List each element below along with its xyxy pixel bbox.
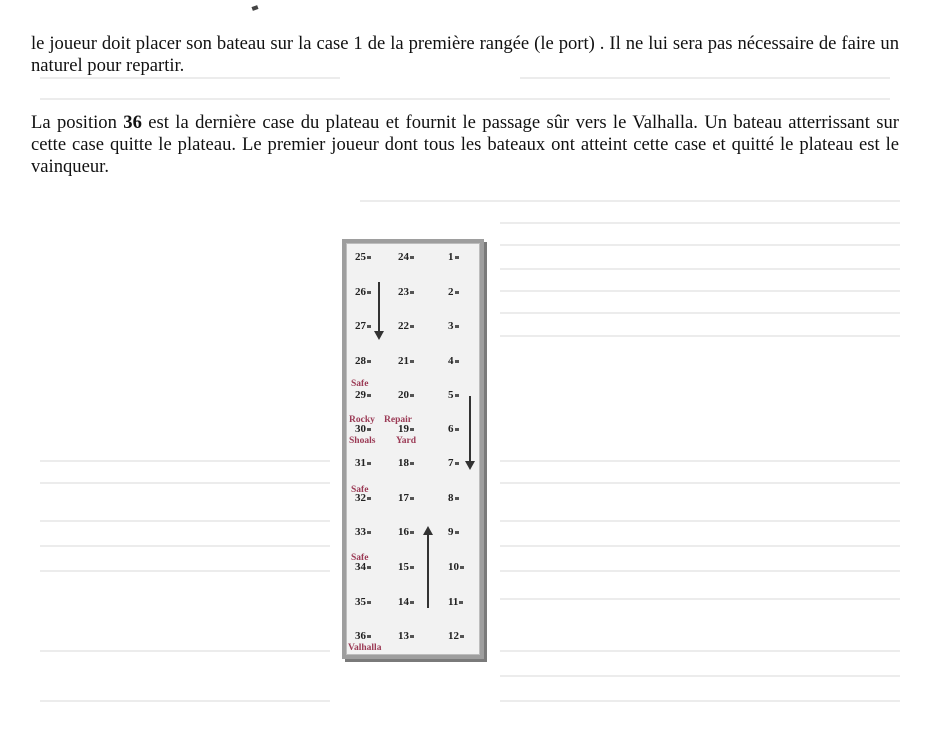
board-cell-25: [355, 251, 371, 263]
board-cell-number: 13: [398, 630, 409, 642]
bleed-through-line: [500, 570, 900, 572]
paragraph-port-rule: le joueur doit placer son bateau sur la case 1 de la première rangée (le port) . Il ne lui sera pas nécessaire de faire un naturel pour repartir.: [31, 33, 899, 76]
cell-marker: [367, 291, 371, 294]
bleed-through-line: [40, 570, 330, 572]
cell-marker: [455, 428, 459, 431]
bleed-through-line: [500, 460, 900, 462]
cell-marker: [410, 566, 414, 569]
board-cell-6: [448, 423, 459, 435]
position-number: 36: [123, 112, 142, 133]
board-cell-number: 12: [448, 630, 459, 642]
label-valhalla: Valhalla: [348, 643, 382, 653]
bleed-through-line: [520, 77, 890, 79]
cell-marker: [410, 394, 414, 397]
cell-marker: [367, 531, 371, 534]
bleed-through-line: [40, 77, 340, 79]
arrow-down-left-column: [378, 282, 380, 334]
paragraph-prefix: La position: [31, 112, 124, 133]
board-cell-number: 24: [398, 251, 409, 263]
board-cell-32: [355, 492, 371, 504]
cell-marker: [459, 601, 463, 604]
board-cell-number: 34: [355, 561, 366, 573]
cell-marker: [367, 635, 371, 638]
bleed-through-line: [40, 520, 330, 522]
cell-marker: [410, 256, 414, 259]
bleed-through-line: [40, 700, 330, 702]
board-cell-number: 6: [448, 423, 454, 435]
cell-marker: [367, 462, 371, 465]
bleed-through-line: [500, 312, 900, 314]
cell-marker: [455, 256, 459, 259]
board-cell-21: [398, 355, 414, 367]
board-cell-number: 19: [398, 423, 409, 435]
board-cell-7: [448, 457, 459, 469]
cell-marker: [455, 325, 459, 328]
board-cell-number: 22: [398, 320, 409, 332]
cell-marker: [455, 394, 459, 397]
board-cell-24: [398, 251, 414, 263]
board-cell-9: [448, 526, 459, 538]
board-cell-26: [355, 286, 371, 298]
cell-marker: [410, 291, 414, 294]
bleed-through-line: [500, 335, 900, 337]
board-cell-20: [398, 389, 414, 401]
bleed-through-line: [500, 482, 900, 484]
board-cell-4: [448, 355, 459, 367]
board-cell-28: [355, 355, 371, 367]
cell-marker: [367, 360, 371, 363]
cell-marker: [455, 462, 459, 465]
cell-marker: [455, 360, 459, 363]
game-board-figure: [342, 239, 484, 659]
label-safe-29: Safe: [351, 379, 369, 389]
board-cell-number: 1: [448, 251, 454, 263]
cell-marker: [455, 497, 459, 500]
bleed-through-line: [40, 482, 330, 484]
cell-marker: [367, 325, 371, 328]
cell-marker: [460, 635, 464, 638]
board-cell-10: [448, 561, 464, 573]
board-cell-11: [448, 596, 463, 608]
label-safe-32: Safe: [351, 485, 369, 495]
board-cell-18: [398, 457, 414, 469]
board-cell-number: 17: [398, 492, 409, 504]
board-cell-2: [448, 286, 459, 298]
paragraph-valhalla-rule: [31, 112, 899, 178]
bleed-through-line: [360, 200, 900, 202]
board-cell-23: [398, 286, 414, 298]
cell-marker: [367, 428, 371, 431]
bleed-through-line: [500, 290, 900, 292]
board-cell-number: 30: [355, 423, 366, 435]
label-repair: Repair: [384, 415, 412, 425]
board-cell-36: [355, 630, 371, 642]
board-cell-27: [355, 320, 371, 332]
board-cell-30: [355, 423, 371, 435]
cell-marker: [410, 497, 414, 500]
bleed-through-line: [500, 268, 900, 270]
board-cell-number: 36: [355, 630, 366, 642]
bleed-through-line: [500, 598, 900, 600]
board-cell-number: 5: [448, 389, 454, 401]
paragraph-suffix: est la dernière case du plateau et fournit le passage sûr vers le Valhalla. Un bateau atterrissant sur cette case quitte le plateau. Le premier joueur dont tous les bateaux ont atteint cette case et quitté le plateau est le vainqueur.: [31, 112, 899, 177]
cell-marker: [410, 462, 414, 465]
cell-marker: [367, 601, 371, 604]
cell-marker: [410, 360, 414, 363]
bleed-through-line: [500, 520, 900, 522]
arrow-up-middle-column: [427, 532, 429, 608]
board-cell-number: 7: [448, 457, 454, 469]
cell-marker: [410, 635, 414, 638]
cell-marker: [367, 497, 371, 500]
board-cell-13: [398, 630, 414, 642]
board-cell-number: 26: [355, 286, 366, 298]
bleed-through-line: [500, 675, 900, 677]
board-cell-number: 29: [355, 389, 366, 401]
board-cell-number: 10: [448, 561, 459, 573]
board-cell-1: [448, 251, 459, 263]
board-cell-number: 20: [398, 389, 409, 401]
board-cell-number: 35: [355, 596, 366, 608]
board-cell-number: 23: [398, 286, 409, 298]
cell-marker: [410, 601, 414, 604]
board-cell-14: [398, 596, 414, 608]
cell-marker: [367, 566, 371, 569]
bleed-through-line: [500, 222, 900, 224]
label-yard: Yard: [396, 436, 417, 446]
board-cell-19: [398, 423, 414, 435]
label-safe-34: Safe: [351, 553, 369, 563]
board-cell-33: [355, 526, 371, 538]
arrow-down-right-column: [469, 396, 471, 464]
board-cell-35: [355, 596, 371, 608]
board-cell-8: [448, 492, 459, 504]
board-cell-number: 21: [398, 355, 409, 367]
board-cell-5: [448, 389, 459, 401]
label-rocky: Rocky: [349, 415, 375, 425]
board-cell-number: 11: [448, 596, 459, 608]
board-cell-number: 4: [448, 355, 454, 367]
scan-mark: [251, 5, 258, 11]
bleed-through-line: [500, 650, 900, 652]
cell-marker: [410, 325, 414, 328]
board-cell-number: 9: [448, 526, 454, 538]
board-cell-12: [448, 630, 464, 642]
board-cell-15: [398, 561, 414, 573]
board-cell-number: 3: [448, 320, 454, 332]
bleed-through-line: [40, 650, 330, 652]
board-cell-29: [355, 389, 371, 401]
bleed-through-line: [40, 98, 890, 100]
board-cell-34: [355, 561, 371, 573]
board-cell-31: [355, 457, 371, 469]
board-cell-number: 33: [355, 526, 366, 538]
bleed-through-line: [500, 700, 900, 702]
bleed-through-line: [40, 460, 330, 462]
board-cell-3: [448, 320, 459, 332]
board-cell-number: 15: [398, 561, 409, 573]
cell-marker: [460, 566, 464, 569]
cell-marker: [410, 531, 414, 534]
board-cell-number: 2: [448, 286, 454, 298]
cell-marker: [455, 531, 459, 534]
board-cell-number: 18: [398, 457, 409, 469]
board-cell-number: 27: [355, 320, 366, 332]
board-cell-number: 16: [398, 526, 409, 538]
cell-marker: [367, 256, 371, 259]
board-cell-number: 8: [448, 492, 454, 504]
game-board: [346, 243, 480, 655]
board-cell-16: [398, 526, 414, 538]
board-cell-17: [398, 492, 414, 504]
board-cell-number: 14: [398, 596, 409, 608]
board-cell-number: 31: [355, 457, 366, 469]
bleed-through-line: [500, 545, 900, 547]
bleed-through-line: [40, 545, 330, 547]
label-shoals: Shoals: [349, 436, 376, 446]
board-cell-number: 25: [355, 251, 366, 263]
board-cell-22: [398, 320, 414, 332]
cell-marker: [410, 428, 414, 431]
board-cell-number: 32: [355, 492, 366, 504]
bleed-through-line: [500, 244, 900, 246]
cell-marker: [367, 394, 371, 397]
cell-marker: [455, 291, 459, 294]
board-cell-number: 28: [355, 355, 366, 367]
